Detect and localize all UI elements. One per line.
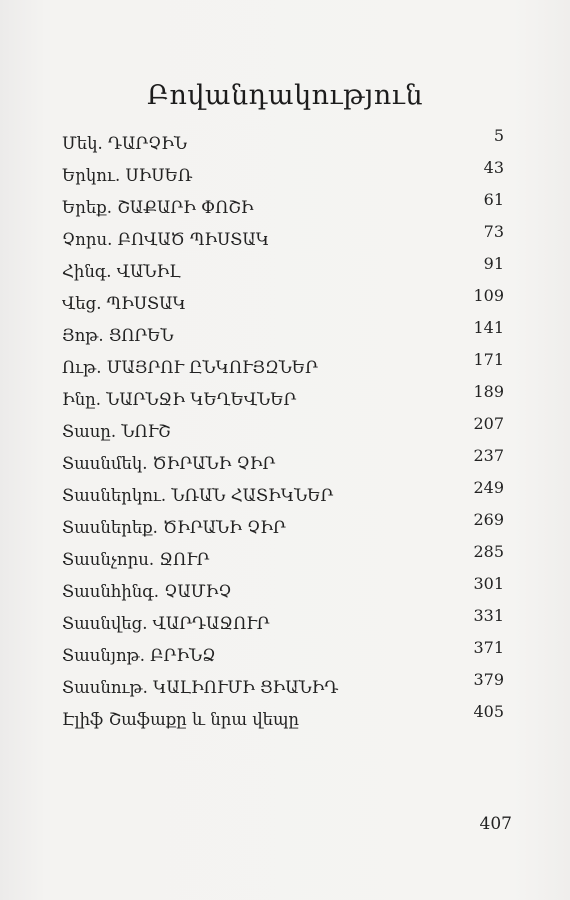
toc-entry-page: 379 [473, 670, 504, 689]
toc-entry [62, 512, 504, 544]
toc-entry-label: Էլիֆ Շաֆաքը և նրա վեպը [62, 710, 300, 729]
toc-entry-label: Տասնյոթ. ԲՐԻՆՁ [62, 646, 216, 665]
toc-entry-page: 109 [473, 286, 504, 305]
toc-entry [62, 448, 504, 480]
toc-entry [62, 384, 504, 416]
toc-entry [62, 480, 504, 512]
toc-entry-page: 91 [483, 254, 504, 273]
toc-entry-page: 301 [473, 574, 504, 593]
toc-entry [62, 672, 504, 704]
toc-entry-page: 73 [483, 222, 504, 241]
toc-entry-label: Ինը. ՆԱՐՆՋԻ ԿԵՂԵՎՆԵՐ [62, 390, 297, 409]
toc-entry-label: Հինգ. ՎԱՆԻԼ [62, 262, 181, 281]
toc-entry-label: Երկու. ՍԻՍԵՌ [62, 166, 193, 185]
toc-entry-page: 331 [473, 606, 504, 625]
toc-entry-label: Երեք. ՇԱՔԱՐԻ ՓՈՇԻ [62, 198, 254, 217]
toc-entry [62, 128, 504, 160]
toc-entry-page: 207 [473, 414, 504, 433]
toc-entry-label: Տասներեք. ԾԻՐԱՆԻ ՉԻՐ [62, 518, 286, 537]
toc-entry-page: 285 [473, 542, 504, 561]
toc-entry-page: 189 [473, 382, 504, 401]
toc-entry-page: 237 [473, 446, 504, 465]
toc-entry-label: Տասներկու. ՆՌԱՆ ՀԱՏԻԿՆԵՐ [62, 486, 334, 505]
toc-title: Բովանդակություն [146, 80, 424, 112]
toc-entry-page: 43 [483, 158, 504, 177]
toc-entry-page: 61 [483, 190, 504, 209]
toc-entry-label: Յոթ. ՑՈՐԵՆ [62, 326, 174, 345]
toc-entry-label: Տասնհինգ. ՉԱՄԻՉ [62, 582, 232, 601]
toc-entry [62, 704, 504, 736]
toc-entry-page: 171 [473, 350, 504, 369]
toc-entry-label: Տասնմեկ. ԾԻՐԱՆԻ ՉԻՐ [62, 454, 276, 473]
toc-entry-page: 141 [473, 318, 504, 337]
toc-entry [62, 352, 504, 384]
toc-entry-label: Տասը. ՆՈՒՇ [62, 422, 171, 441]
toc-entry-label: Տասնվեց. ՎԱՐԴԱՋՈՒՐ [62, 614, 270, 633]
toc-entry [62, 416, 504, 448]
page-number: 407 [479, 814, 512, 834]
toc-entry-page: 405 [473, 702, 504, 721]
toc-entry [62, 160, 504, 192]
toc-entry [62, 544, 504, 576]
toc-entry-label: Տասնութ. ԿԱԼԻՈՒՄԻ ՑԻԱՆԻԴ [62, 678, 339, 697]
toc-entry-page: 269 [473, 510, 504, 529]
toc-entry [62, 256, 504, 288]
toc-entry [62, 576, 504, 608]
toc-entry [62, 288, 504, 320]
toc-entry [62, 320, 504, 352]
toc-entry [62, 608, 504, 640]
toc-entry [62, 640, 504, 672]
toc-entry-label: Վեց. ՊԻՍՏԱԿ [62, 294, 186, 313]
toc-entry [62, 224, 504, 256]
toc-entry-page: 249 [473, 478, 504, 497]
toc-entry-page: 5 [493, 126, 504, 145]
toc-entry-label: Չորս. ԲՈՎԱԾ ՊԻՍՏԱԿ [62, 230, 269, 249]
table-of-contents [62, 128, 504, 736]
toc-entry-label: Ութ. ՄԱՅՐՈՒ ԸՆԿՈՒՅԶՆԵՐ [62, 358, 318, 377]
toc-entry [62, 192, 504, 224]
toc-entry-page: 371 [473, 638, 504, 657]
toc-entry-label: Մեկ. ԴԱՐՉԻՆ [62, 134, 188, 153]
toc-entry-label: Տասնչորս. ՋՈՒՐ [62, 550, 210, 569]
